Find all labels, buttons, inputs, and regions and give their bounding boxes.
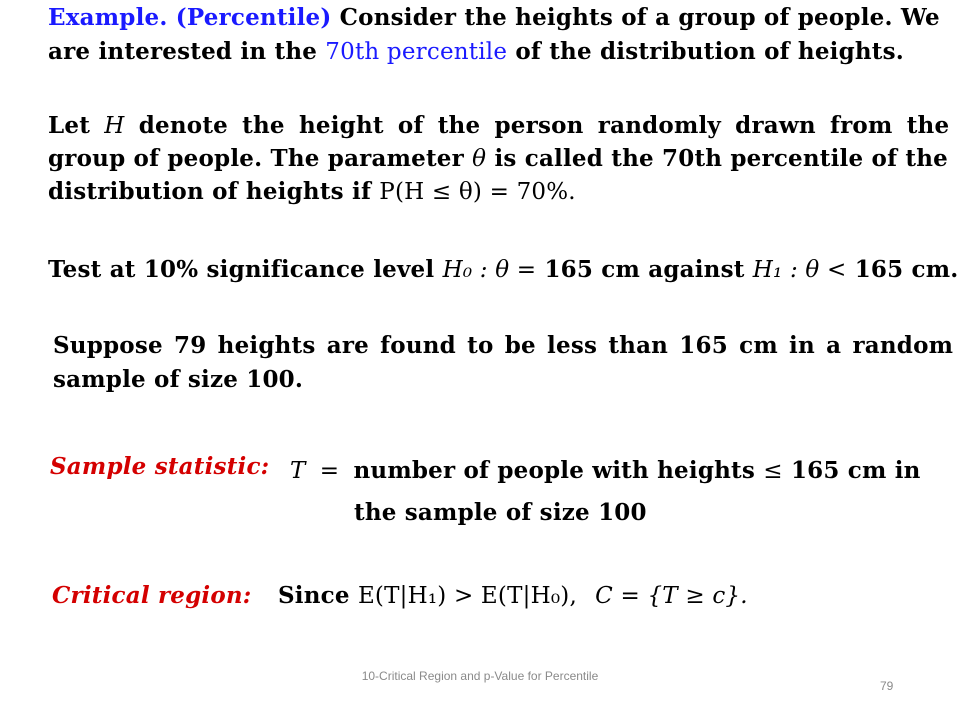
statistic-line-1: [290, 457, 921, 484]
test-line: [48, 256, 958, 283]
test-h0-value: 165 cm against: [544, 256, 745, 283]
test-h1: H₁ : θ <: [752, 257, 847, 283]
definition-line-2: [48, 145, 948, 172]
critical-expectation: E(T|H₁) > E(T|H₀),: [357, 583, 577, 609]
critical-since: Since: [278, 582, 350, 609]
critical-region-set: C = {T ≥ c}.: [595, 583, 748, 609]
statistic-line-2: the sample of size 100: [354, 499, 647, 526]
example-line-2: [48, 38, 904, 65]
statistic-line1: number of people with heights: [353, 457, 756, 484]
statistic-line1-end: 165 cm in: [790, 457, 921, 484]
definition-line2-a: group of people. The parameter: [48, 145, 464, 172]
definition-let: Let: [48, 112, 91, 139]
definition-line1-b: denote the height of the person randomly drawn from the: [138, 112, 950, 139]
definition-probability: P(H ≤ θ) = 70%.: [379, 179, 576, 205]
page-number: 79: [880, 679, 894, 693]
critical-line: [278, 582, 748, 609]
statistic-var: T: [290, 458, 306, 484]
definition-line-3: [48, 178, 576, 205]
example-line-1: [48, 4, 940, 31]
statistic-le: ≤: [763, 458, 783, 484]
example-heading: (Percentile): [175, 4, 332, 31]
definition-line2-b: is called the 70th percentile of the: [494, 145, 948, 172]
example-line2-b: of the distribution of heights.: [515, 38, 904, 65]
test-h0: H₀ : θ =: [442, 257, 537, 283]
test-text: Test at 10% significance level: [48, 256, 435, 283]
definition-var-h: H: [104, 113, 125, 139]
suppose-line-2: sample of size 100.: [53, 366, 304, 393]
example-line2-a: are interested in the: [48, 38, 318, 65]
sample-statistic-label: Sample statistic:: [50, 453, 270, 480]
example-line1-rest: Consider the heights of a group of people. We: [339, 4, 940, 31]
definition-line-1: [48, 112, 949, 139]
footer-title: 10-Critical Region and p-Value for Percentile: [361, 669, 599, 683]
statistic-eq: =: [319, 458, 340, 484]
definition-var-theta: θ: [472, 146, 487, 172]
critical-region-label: Critical region:: [52, 582, 252, 609]
example-prefix: Example.: [48, 4, 168, 31]
definition-line3-a: distribution of heights if: [48, 178, 372, 205]
example-highlight: 70th percentile: [325, 39, 508, 65]
test-h1-value: 165 cm.: [854, 256, 959, 283]
suppose-line-1: Suppose 79 heights are found to be less than 165 cm in a random: [53, 332, 954, 359]
